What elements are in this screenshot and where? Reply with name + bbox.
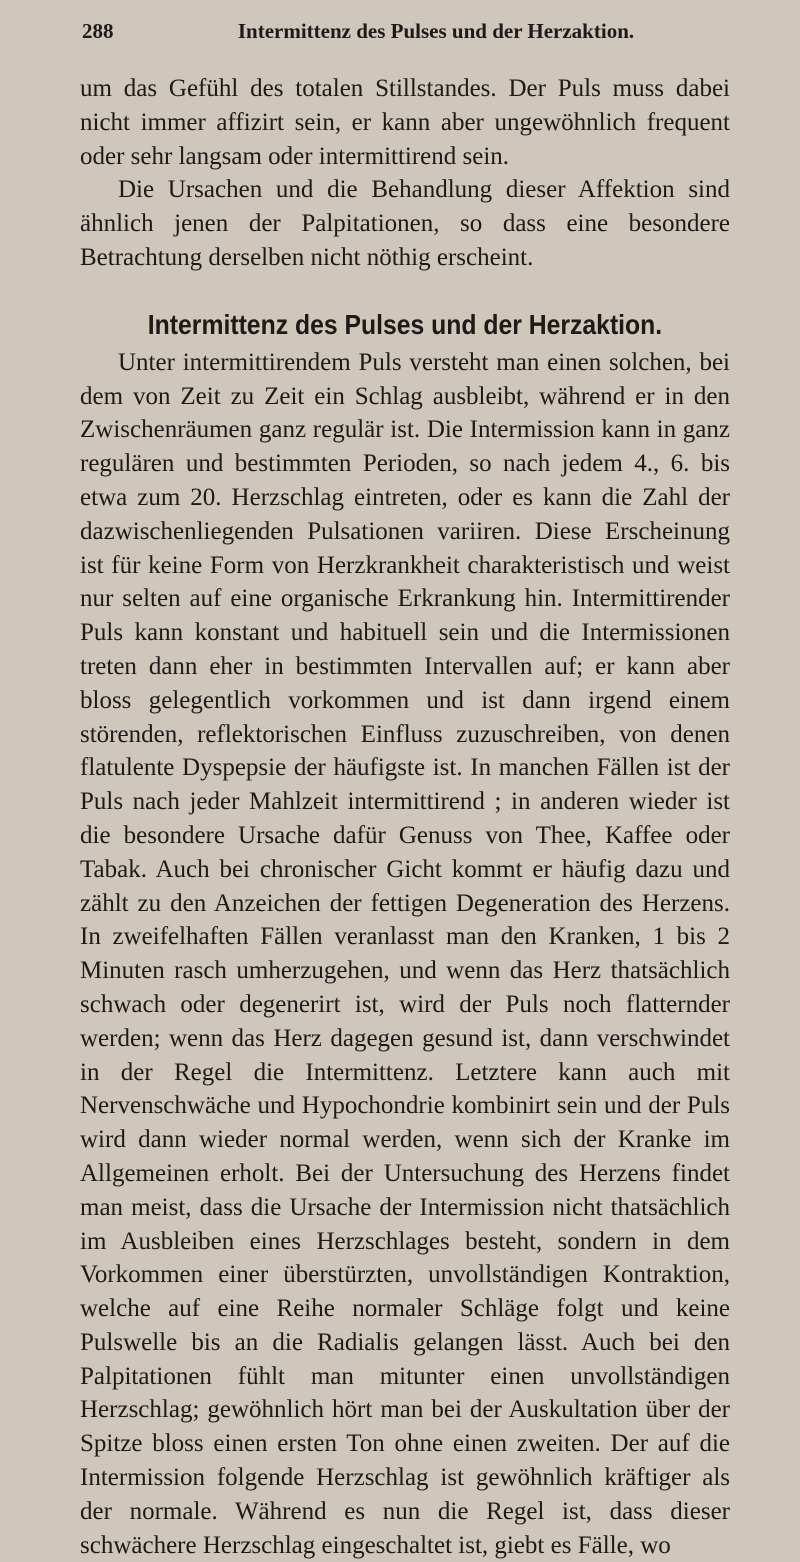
- paragraph-continuation: um das Gefühl des totalen Stillstandes. Der Puls muss dabei nicht immer affizirt sein, er kann aber ungewöhnlich frequent oder sehr langsam oder intermittirend sein.: [80, 75, 730, 170]
- page-number: 288: [82, 19, 114, 43]
- section-heading: Intermittenz des Pulses und der Herzaktion.: [147, 308, 663, 340]
- body-text: [80, 72, 730, 1562]
- running-head-title: Intermittenz des Pulses und der Herzaktion.: [237, 19, 635, 43]
- running-head: [82, 14, 728, 48]
- paragraph-intermittent-pulse: Unter intermittirendem Puls versteht man einen solchen, bei dem von Zeit zu Zeit ein Schlag ausbleibt, während er in den Zwischenräumen ganz regulär ist. Die Intermission kann in ganz regulären und bestimmten Perioden, so nach jedem 4., 6. bis etwa zum 20. Herzschlag eintreten, oder es kann die Zahl der dazwischenliegenden Pulsationen variiren. Diese Erscheinung ist für keine Form von Herzkrankheit charakteristisch und weist nur selten auf eine organische Erkrankung hin. Intermittirender Puls kann konstant und habituell sein und die Intermissionen treten dann eher in bestimmten Intervallen auf; er kann aber bloss gelegentlich vorkommen und ist dann irgend einem störenden, reflektorischen Einfluss zuzuschreiben, von denen flatulente Dyspepsie der häufigste ist. In manchen Fällen ist der Puls nach jeder Mahlzeit intermittirend ; in anderen wieder ist die besondere Ursache dafür Genuss von Thee, Kaffee oder Tabak. Auch bei chronischer Gicht kommt er häufig dazu und zählt zu den Anzeichen der fettigen Degeneration des Herzens. In zweifelhaften Fällen veranlasst man den Kranken, 1 bis 2 Minuten rasch umherzugehen, und wenn das Herz thatsächlich schwach oder degenerirt ist, wird der Puls noch flatternder werden; wenn das Herz dagegen gesund ist, dann verschwindet in der Regel die Intermittenz. Letztere kann auch mit Nervenschwäche und Hypochondrie kombinirt sein und der Puls wird dann wieder normal werden, wenn sich der Kranke im Allgemeinen erholt. Bei der Untersuchung des Herzens findet man meist, dass die Ursache der Intermission nicht thatsächlich im Ausbleiben eines Herzschlages besteht, sondern in dem Vorkommen einer überstürzten, unvollständigen Kontraktion, welche auf eine Reihe normaler Schläge folgt und keine Pulswelle bis an die Radialis gelangen lässt. Auch bei den Palpitationen fühlt man mitunter einen unvollständigen Herzschlag; gewöhnlich hört man bei der Auskultation über der Spitze bloss einen ersten Ton ohne einen zweiten. Der auf die Intermission folgende Herzschlag ist gewöhnlich kräftiger als der normale. Während es nun die Regel ist, dass dieser schwächere Herzschlag eingeschaltet ist, giebt es Fälle, wo: [80, 348, 730, 1559]
- paragraph-causes: Die Ursachen und die Behandlung dieser Affektion sind ähnlich jenen der Palpitationen, so dass eine besondere Betrachtung derselben nicht nöthig erscheint.: [80, 176, 730, 271]
